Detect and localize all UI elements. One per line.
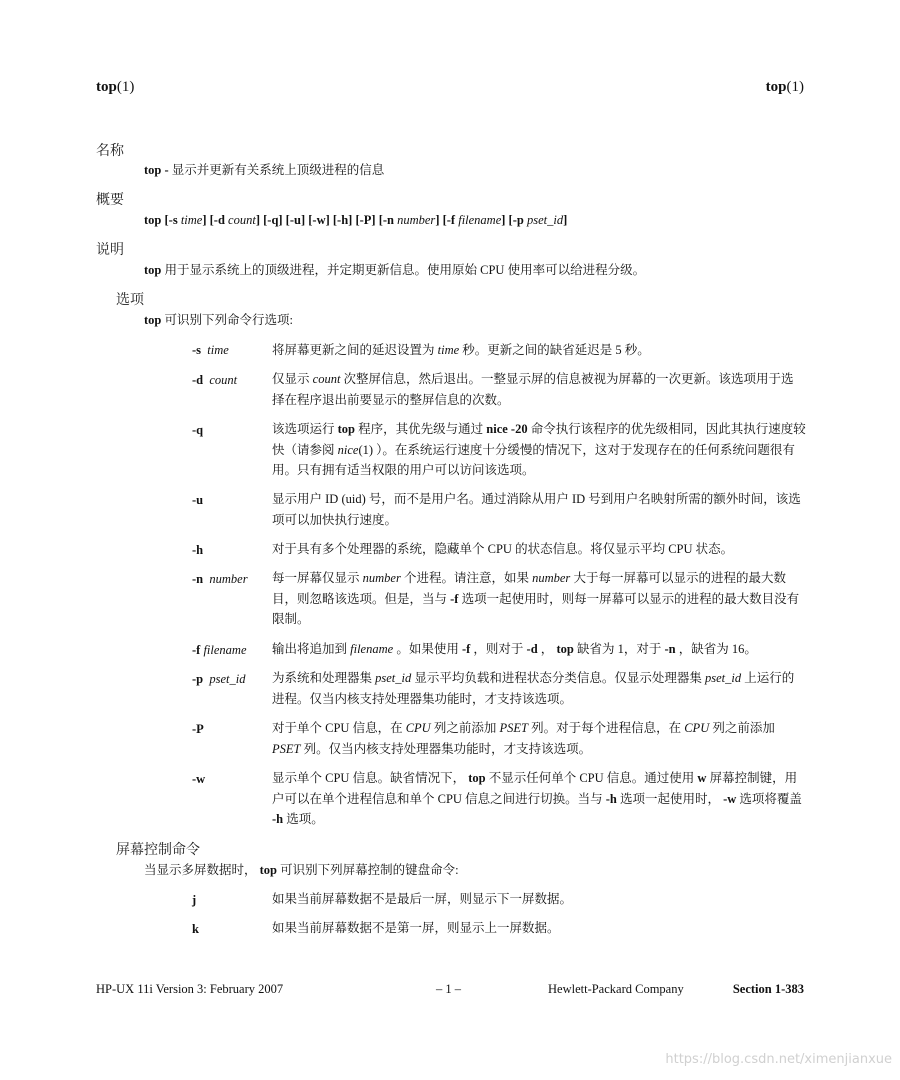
- option-u-label: -u: [192, 493, 204, 507]
- description-heading: 说明: [96, 242, 124, 258]
- options-intro: top 可识别下列命令行选项:: [144, 313, 293, 327]
- option-h-desc: 对于具有多个处理器的系统，隐藏单个 CPU 的状态信息。将仅显示平均 CPU 状态。: [272, 542, 734, 556]
- watermark: https://blog.csdn.net/ximenjianxue: [665, 1052, 892, 1067]
- key-k-label: k: [192, 922, 199, 936]
- option-s-desc: 将屏幕更新之间的延迟设置为 time 秒。更新之间的缺省延迟是 5 秒。: [272, 343, 650, 357]
- option-p-desc: 为系统和处理器集 pset_id 显示平均负载和进程状态分类信息。仅显示处理器集 pset_id 上运行的进程。仅当内核支持处理器集功能时，才支持该选项。: [272, 671, 795, 706]
- name-text: top - 显示并更新有关系统上顶级进程的信息: [144, 163, 385, 177]
- option-q-desc: 该选项运行 top 程序，其优先级与通过 nice -20 命令执行该程序的优先级相同，因此其执行速度较快（请参阅 nice(1) ）。在系统运行速度十分缓慢的情况下，这对于发现存在的任何系统问题很有用。只有拥有适当权限的用户可以访问该选项。: [272, 422, 806, 477]
- option-P-desc: 对于单个 CPU 信息，在 CPU 列之前添加 PSET 列。对于每个进程信息，在 CPU 列之前添加 PSET 列。仅当内核支持处理器集功能时，才支持该选项。: [272, 721, 775, 756]
- option-q-label: -q: [192, 423, 204, 437]
- option-f-label: -f filename: [192, 643, 247, 657]
- name-heading: 名称: [96, 143, 124, 159]
- option-u-desc: 显示用户 ID (uid) 号，而不是用户名。通过消除从用户 ID 号到用户名映射所需的额外时间，该选项可以加快执行速度。: [272, 492, 801, 527]
- option-s-label: -s time: [192, 343, 229, 357]
- header-right: top(1): [765, 79, 804, 95]
- option-w-desc: 显示单个 CPU 信息。缺省情况下， top 不显示任何单个 CPU 信息。通过使用 w 屏幕控制键，用户可以在单个进程信息和单个 CPU 信息之间进行切换。当与 -h 选项一起使用时， -w 选项将覆盖 -h 选项。: [272, 771, 802, 826]
- synopsis-text: top [-s time] [-d count] [-q] [-u] [-w] [-h] [-P] [-n number] [-f filename] [-p pset_id]: [144, 213, 568, 227]
- option-P-label: -P: [192, 722, 204, 736]
- option-d-desc: 仅显示 count 次整屏信息，然后退出。一整显示屏的信息被视为屏幕的一次更新。该选项用于选择在程序退出前要显示的整屏信息的次数。: [272, 372, 794, 407]
- key-j-label: j: [192, 893, 197, 907]
- screen-control-intro: 当显示多屏数据时， top 可识别下列屏幕控制的键盘命令:: [144, 863, 459, 877]
- option-h-label: -h: [192, 543, 204, 557]
- options-heading: 选项: [116, 292, 144, 308]
- option-n-desc: 每一屏幕仅显示 number 个进程。请注意，如果 number 大于每一屏幕可以显示的进程的最大数目，则忽略该选项。但是，当与 -f 选项一起使用时，则每一屏幕可以显示的进程的最大数目没有限制。: [272, 571, 800, 626]
- option-w-label: -w: [192, 772, 206, 786]
- key-k-desc: 如果当前屏幕数据不是第一屏，则显示上一屏数据。: [272, 921, 560, 935]
- screen-control-heading: 屏幕控制命令: [116, 842, 200, 858]
- key-j-desc: 如果当前屏幕数据不是最后一屏，则显示下一屏数据。: [272, 892, 573, 906]
- header-left: top(1): [96, 79, 135, 95]
- description-text: top 用于显示系统上的顶级进程，并定期更新信息。使用原始 CPU 使用率可以给进程分级。: [144, 263, 646, 277]
- synopsis-heading: 概要: [96, 192, 124, 208]
- footer-page-number: – 1 –: [436, 982, 461, 996]
- option-d-label: -d count: [192, 373, 238, 387]
- footer-version: HP-UX 11i Version 3: February 2007: [96, 982, 284, 996]
- option-f-desc: 输出将追加到 filename 。如果使用 -f ，则对于 -d ， top 缺省为 1，对于 -n ，缺省为 16。: [272, 642, 757, 656]
- footer-company: Hewlett-Packard Company: [548, 982, 684, 996]
- option-n-label: -n number: [192, 572, 248, 586]
- footer-section: Section 1-383: [732, 982, 804, 996]
- option-p-label: -p pset_id: [192, 672, 246, 686]
